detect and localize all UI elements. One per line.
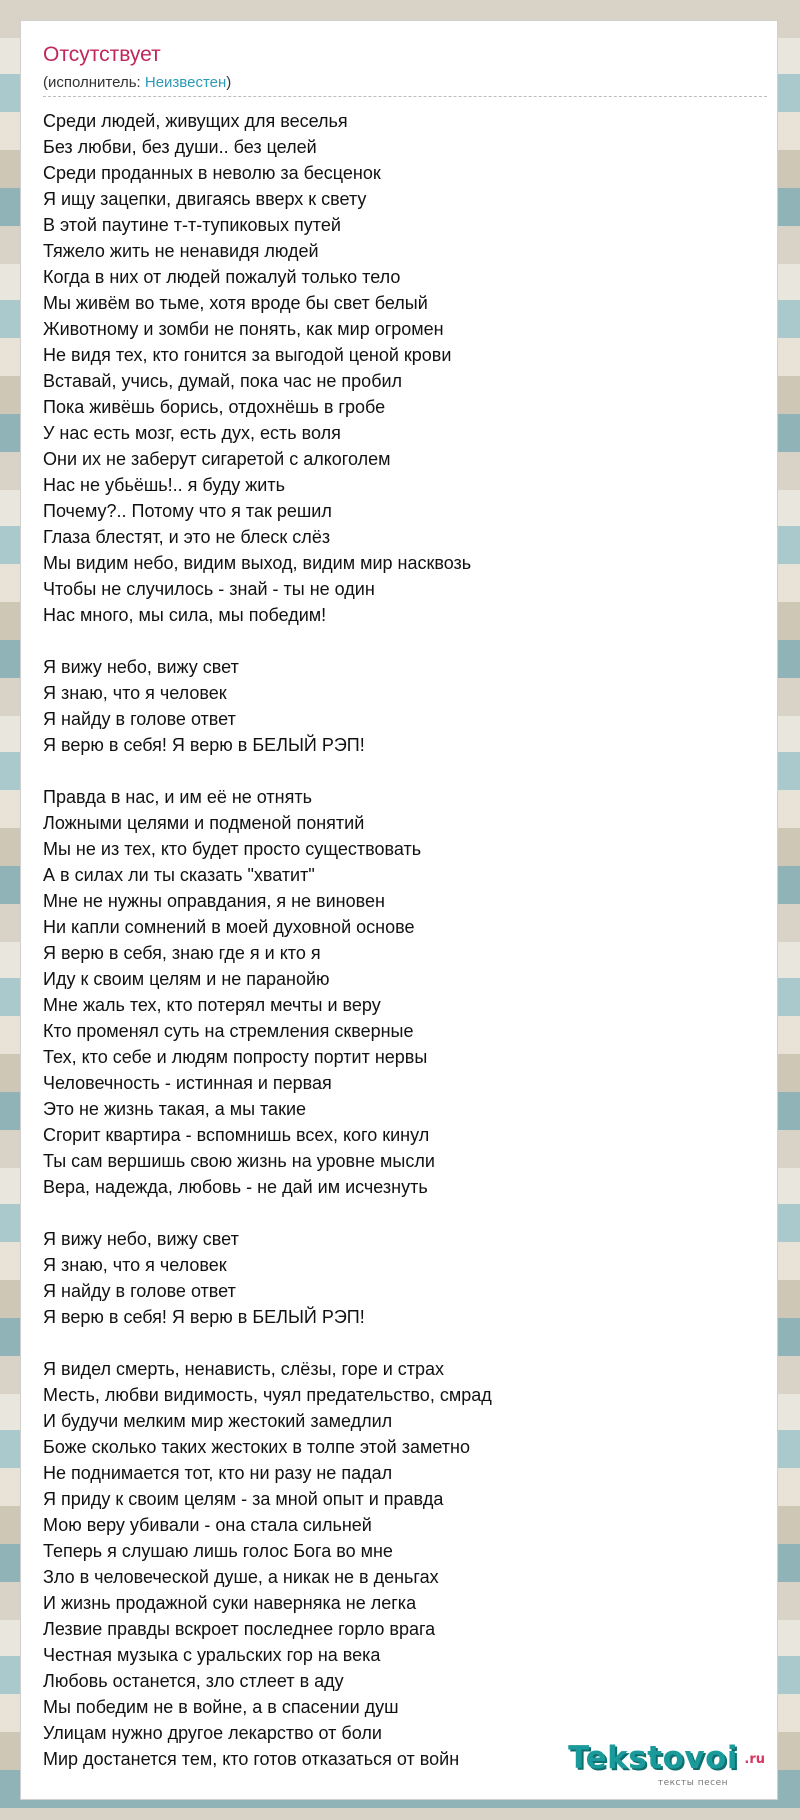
lyric-line: Любовь останется, зло стлеет в аду — [43, 1671, 344, 1691]
lyric-line: Вставай, учись, думай, пока час не пробил — [43, 371, 403, 391]
lyric-line: Честная музыка с уральских гор на века — [43, 1645, 381, 1665]
lyric-line: Я ищу зацепки, двигаясь вверх к свету — [43, 189, 367, 209]
lyric-line: Улицам нужно другое лекарство от боли — [43, 1723, 382, 1743]
artist-byline — [43, 74, 231, 91]
lyric-line: Ты сам вершишь свою жизнь на уровне мысли — [43, 1151, 435, 1171]
lyric-line: Я видел смерть, ненависть, слёзы, горе и страх — [43, 1359, 445, 1379]
lyrics-card — [20, 20, 778, 1800]
lyric-line: Ложными целями и подменой понятий — [43, 813, 365, 833]
lyric-line: Я найду в голове ответ — [43, 1281, 236, 1301]
lyric-line: Я найду в голове ответ — [43, 709, 236, 729]
lyric-line: Ни капли сомнений в моей духовной основе — [43, 917, 415, 937]
lyric-line: Не видя тех, кто гонится за выгодой ценой крови — [43, 345, 452, 365]
lyric-line: Зло в человеческой душе, а никак не в деньгах — [43, 1567, 439, 1587]
stanza-gap — [43, 1200, 743, 1226]
lyric-line: Среди проданных в неволю за бесценок — [43, 163, 381, 183]
site-logo[interactable] — [548, 1740, 768, 1796]
lyric-line: Иду к своим целям и не паранойю — [43, 969, 330, 989]
lyric-line: Теперь я слушаю лишь голос Бога во мне — [43, 1541, 393, 1561]
lyric-line: Чтобы не случилось - знай - ты не один — [43, 579, 375, 599]
lyric-line: Мы видим небо, видим выход, видим мир насквозь — [43, 553, 472, 573]
stanza-gap — [43, 758, 743, 784]
lyric-line: Кто променял суть на стремления скверные — [43, 1021, 414, 1041]
lyric-line: Среди людей, живущих для веселья — [43, 111, 348, 131]
byline-prefix: (исполнитель: — [43, 74, 145, 91]
lyric-line: И жизнь продажной суки наверняка не легка — [43, 1593, 417, 1613]
lyric-line: Мне не нужны оправдания, я не виновен — [43, 891, 385, 911]
lyric-line: Почему?.. Потому что я так решил — [43, 501, 332, 521]
lyric-line: Правда в нас, и им её не отнять — [43, 787, 312, 807]
lyric-line: Я знаю, что я человек — [43, 683, 227, 703]
lyric-line: Сгорит квартира - вспомнишь всех, кого кинул — [43, 1125, 430, 1145]
artist-link[interactable]: Неизвестен — [144, 74, 227, 91]
stanza-gap — [43, 628, 743, 654]
lyric-line: Нас много, мы сила, мы победим! — [43, 605, 327, 625]
song-title: Отсутствует — [43, 43, 161, 66]
lyric-line: Я вижу небо, вижу свет — [43, 1229, 239, 1249]
lyric-line: Я приду к своим целям - за мной опыт и правда — [43, 1489, 444, 1509]
lyric-line: Я верю в себя! Я верю в БЕЛЫЙ РЭП! — [43, 735, 365, 755]
lyric-line: Они их не заберут сигаретой с алкоголем — [43, 449, 391, 469]
lyric-line: Мир достанется тем, кто готов отказаться от войн — [43, 1749, 460, 1769]
lyric-line: Вера, надежда, любовь - не дай им исчезнуть — [43, 1177, 428, 1197]
lyric-line: Я знаю, что я человек — [43, 1255, 227, 1275]
lyric-line: Мы не из тех, кто будет просто существовать — [43, 839, 422, 859]
lyric-line: В этой паутине т-т-тупиковых путей — [43, 215, 341, 235]
lyric-line: Боже сколько таких жестоких в толпе этой заметно — [43, 1437, 470, 1457]
logo-tld: .ru — [744, 1752, 765, 1767]
logo-wordmark: Tekstovoi — [568, 1740, 738, 1776]
lyric-line: Мы победим не в войне, а в спасении душ — [43, 1697, 399, 1717]
byline-suffix: ) — [226, 74, 232, 91]
lyric-line: Это не жизнь такая, а мы такие — [43, 1099, 307, 1119]
lyric-line: Тех, кто себе и людям попросту портит нервы — [43, 1047, 428, 1067]
lyric-line: Я верю в себя! Я верю в БЕЛЫЙ РЭП! — [43, 1307, 365, 1327]
lyric-line: Человечность - истинная и первая — [43, 1073, 332, 1093]
lyric-line: Тяжело жить не ненавидя людей — [43, 241, 319, 261]
lyric-line: Я верю в себя, знаю где я и кто я — [43, 943, 321, 963]
lyric-line: У нас есть мозг, есть дух, есть воля — [43, 423, 341, 443]
lyric-line: И будучи мелким мир жестокий замедлил — [43, 1411, 393, 1431]
lyric-line: Животному и зомби не понять, как мир огромен — [43, 319, 444, 339]
lyric-line: Глаза блестят, и это не блеск слёз — [43, 527, 331, 547]
lyrics-body — [43, 108, 743, 1772]
logo-tagline: тексты песен — [657, 1778, 728, 1788]
lyric-line: Нас не убьёшь!.. я буду жить — [43, 475, 285, 495]
lyric-line: Мы живём во тьме, хотя вроде бы свет белый — [43, 293, 428, 313]
lyric-line: Мою веру убивали - она стала сильней — [43, 1515, 372, 1535]
stanza-gap — [43, 1330, 743, 1356]
lyric-line: Когда в них от людей пожалуй только тело — [43, 267, 401, 287]
lyric-line: Не поднимается тот, кто ни разу не падал — [43, 1463, 393, 1483]
lyric-line: Мне жаль тех, кто потерял мечты и веру — [43, 995, 381, 1015]
lyric-line: Лезвие правды вскроет последнее горло врага — [43, 1619, 436, 1639]
lyric-line: А в силах ли ты сказать "хватит" — [43, 865, 315, 885]
lyric-line: Пока живёшь борись, отдохнёшь в гробе — [43, 397, 386, 417]
lyric-line: Без любви, без души.. без целей — [43, 137, 317, 157]
lyric-line: Месть, любви видимость, чуял предательство, смрад — [43, 1385, 492, 1405]
title-divider — [43, 96, 767, 97]
lyric-line: Я вижу небо, вижу свет — [43, 657, 239, 677]
